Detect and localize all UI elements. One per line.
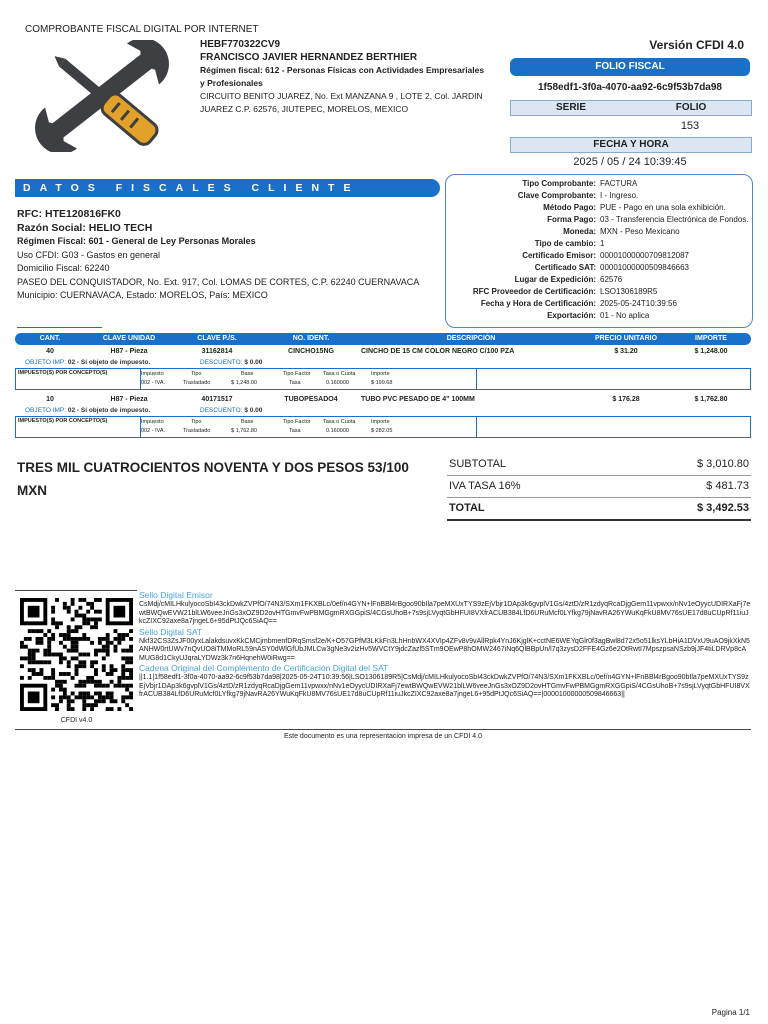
cliente-rfc: RFC: HTE120816FK0 xyxy=(17,208,121,220)
cliente-direccion: PASEO DEL CONQUISTADOR, No. Ext. 917, Col. LOMAS DE CORTES, C.P. 62240 CUERNAVACA xyxy=(17,276,420,287)
col-cant: CANT. xyxy=(39,335,61,342)
emisor-rfc: HEBF770322CV9 xyxy=(200,39,281,50)
sello-emisor: CsMdj/cMILHkulyocoSbI43ckDwkZVPfO/74N3/SXm1FKXBLc/0ef/n4GYN+lFnBBl4rBgoo90bIla7peMXUxTYS9zEjVbjr1DAp3k6gvplV1Gs/4ztD/zR1zdyqRcaDjgGem11vpwxx/nNv1eOyycUDIRXaFj7ewtBWQwEVW21blLW6veeJnGs3xOZ9D2ovHTGmvFwPBMGgmRXGGpiS/4CGsUhoB+7s9sjLVyqtGbHFUI8VXfrACUB384LfD6URuMcf0LYfkg79jNavRA26YWuKqFkU8MV76sUE17d8uCUpRf11iuJkcZIXC92axe8a7jngeL6+95dPtJQc6SiAQ== xyxy=(139,601,751,625)
divider xyxy=(15,729,751,730)
impuestos-box: IMPUESTO(S) POR CONCEPTO(S) Impuesto Tipo Base Tipo Factor Tasa o Cuota Importe 002 - IVA. Trasladado $ 1,762.80 Tasa 0.160000 $ 282.05 xyxy=(15,416,751,438)
sello-emisor-title: Sello Digital Emisor xyxy=(139,590,213,600)
cliente-domicilio: Domicilio Fiscal: 62240 xyxy=(17,263,110,273)
sellos-block xyxy=(139,590,751,700)
sello-sat-title: Sello Digital SAT xyxy=(139,626,203,637)
cadena-original: ||1.1|1f58edf1-3f0a-4070-aa92-6c9f53b7da98|2025-05-24T10:39:56|LSO1306189R5|CsMdj/cMILHkulyocoSbI43ckDwkZVPfO/74N3/SXm1FKXBLc/0ef/n4GYN+lFnBBl4rBgoo90bIla7peMXUxTYS9zEjVbjr1DAp3k6gvplV1Gs/4ztD/zR1zdyqRcaDjgGem11vpwxx/nNv1eOyycUDIRXaFj7ewtBWQwEVW21blLW6veeJnGs3xOZ9D2ovHTGmvFwPBMGgmRXGGpiS/4CGsUhoB+7s9sjLVyqtGbHFUI8VXfrACUB384LfD6URuMcf0LYfkg79jNavRA26YWuKqFkU8MV76sUE17d8uCUpRf11iuJkcZIXC92axe8a7jngeL6+95dPtJQc6SiAQ==|00001000000509846663|| xyxy=(139,674,750,698)
impuestos-box: IMPUESTO(S) POR CONCEPTO(S) Impuesto Tipo Base Tipo Factor Tasa o Cuota Importe 002 - IVA. Trasladado $ 1,248.00 Tasa 0.160000 $ 199.68 xyxy=(15,368,751,390)
cliente-regimen: Régimen Fiscal: 601 - General de Ley Personas Morales xyxy=(17,236,256,246)
conceptos-table-header xyxy=(15,333,751,345)
emisor-direccion-2: JUAREZ C.P. 62576, JIUTEPEC, MORELOS, MEXICO xyxy=(200,104,409,114)
folio-label: FOLIO xyxy=(675,102,707,113)
folio-value: 153 xyxy=(680,120,700,132)
emisor-nombre: FRANCISCO JAVIER HERNANDEZ BERTHIER xyxy=(200,52,418,63)
iva-row: IVA TASA 16% $ 481.73 xyxy=(447,476,751,498)
table-row: 40 H87 - Pieza 31162814 CINCHO15NG CINCHO DE 15 CM COLOR NEGRO C/100 PZA $ 31.20 $ 1,248.00 OBJETO IMP: 02 - Sí objeto de impuesto. DESCUENTO: $ 0.00 IMPUESTO(S) POR CONCEPTO(S) Impuesto Tipo Base Tipo Factor Tasa o Cuota Importe 002 - IVA. Trasladado $ 1,248.00 Tasa 0.160000 $ 199.68 xyxy=(15,346,751,390)
info-row: Tipo Comprobante: FACTURA xyxy=(522,179,638,188)
table-row: 10 H87 - Pieza 40171517 TUBOPESADO4 TUBO PVC PESADO DE 4" 100MM $ 176.28 $ 1,762.80 OBJETO IMP: 02 - Sí objeto de impuesto. DESCUENTO: $ 0.00 IMPUESTO(S) POR CONCEPTO(S) Impuesto Tipo Base Tipo Factor Tasa o Cuota Importe 002 - IVA. Trasladado $ 1,762.80 Tasa 0.160000 $ 282.05 xyxy=(15,394,751,438)
emisor-regimen-2: y Profesionales xyxy=(200,78,263,88)
fecha-hora-value: 2025 / 05 / 24 10:39:45 xyxy=(573,156,687,168)
divider xyxy=(15,590,137,591)
info-row: Fecha y Hora de Certificación: 2025-05-24T10:39:56 xyxy=(480,299,677,308)
datos-fiscales-banner: DATOS FISCALES CLIENTE xyxy=(15,179,440,197)
cliente-uso-cfdi: Uso CFDI: G03 - Gastos en general xyxy=(17,249,161,260)
emisor-block xyxy=(200,38,505,116)
document-title: COMPROBANTE FISCAL DIGITAL POR INTERNET xyxy=(25,24,259,35)
cliente-razon-social: Razón Social: HELIO TECH xyxy=(17,221,153,234)
col-importe: IMPORTE xyxy=(695,335,727,342)
col-descripcion: DESCRIPCIÓN xyxy=(446,335,496,342)
total-row: TOTAL $ 3,492.53 xyxy=(447,498,751,521)
col-precio: PRECIO UNITARIO xyxy=(594,335,658,342)
info-row: Clave Comprobante: I - Ingreso. xyxy=(517,191,639,200)
cliente-block xyxy=(17,208,447,303)
subtotal-row: SUBTOTAL $ 3,010.80 xyxy=(447,454,751,476)
wrench-screwdriver-logo xyxy=(20,40,184,152)
info-row: Lugar de Expedición: 62576 xyxy=(514,275,623,284)
cliente-municipio: Municipio: CUERNAVACA, Estado: MORELOS, País: MEXICO xyxy=(17,290,268,300)
info-row: Exportación: 01 - No aplica xyxy=(547,311,650,320)
info-row: Certificado SAT: 00001000000509846663 xyxy=(534,263,689,272)
divider xyxy=(17,327,102,328)
totales-box xyxy=(447,454,751,521)
info-row: Tipo de cambio: 1 xyxy=(534,239,605,248)
emisor-regimen: Régimen fiscal: 612 - Personas Físicas con Actividades Empresariales xyxy=(200,65,485,75)
col-clave-ps: CLAVE P./S. xyxy=(197,335,237,342)
qr-code xyxy=(20,598,133,711)
fecha-hora-label: FECHA Y HORA xyxy=(510,137,752,153)
info-row: RFC Proveedor de Certificación: LSO1306189R5 xyxy=(472,287,658,296)
folio-fiscal-label: FOLIO FISCAL xyxy=(510,58,750,76)
col-no-ident: NO. IDENT. xyxy=(292,335,330,342)
comprobante-info xyxy=(450,178,750,322)
sello-sat: Nkf32CS3ZsJF00yxLalakdsuvxKkCMCjmbmenfDRqSmsf2e/K+O57GPfM3LKkFn3LhHnbWX4XVIp4ZFv8v9vAllRpk4YnJ6KjglK+cctNE6WEYqGlr0f3agBwl8d72x5o51lksYLbHiA1DVxU9uAO9jkXkN5ANHW0rtUWv7nQvUO8iTMMoRL59nASY0dWlGfUbJMLCw3gNe3v2izHv5WVCtY9jdcZazl5STm9OEwP8hOMW2467iNq6QlBBpUn/l7q3zysD2FFE4Gz6e2OtRwtI7MpszpsaNSzb9jJF4tiLDRVp8cAMUG8d1CkyUJqraLYDWz3k7n6HqnehW0iRwg== xyxy=(139,637,750,662)
qr-caption: CFDI v4.0 xyxy=(60,717,93,724)
emisor-direccion: CIRCUITO BENITO JUAREZ, No. Ext MANZANA 9 , LOTE 2, Col. JARDIN xyxy=(200,91,483,101)
serie-folio-header xyxy=(510,100,752,116)
cadena-original-title: Cadena Original del Complemento de Certificación Digital del SAT xyxy=(139,663,389,673)
info-row: Certificado Emisor: 00001000000709812087 xyxy=(522,251,689,260)
col-clave-unidad: CLAVE UNIDAD xyxy=(102,335,156,342)
cfdi-version: Versión CFDI 4.0 xyxy=(649,38,744,52)
folio-fiscal-uuid: 1f58edf1-3f0a-4070-aa92-6c9f53b7da98 xyxy=(537,82,722,93)
footer-note: Este documento es una representacion impresa de un CFDI 4.0 xyxy=(283,733,483,740)
total-en-letra: TRES MIL CUATROCIENTOS NOVENTA Y DOS PESOS 53/100 MXN xyxy=(17,460,409,498)
page-number: Pagina 1/1 xyxy=(711,1008,750,1017)
serie-label: SERIE xyxy=(555,102,586,113)
info-row: Forma Pago: 03 - Transferencia Electrónica de Fondos. xyxy=(547,215,749,224)
info-row: Método Pago: PUE - Pago en una sola exhibición. xyxy=(543,203,726,212)
info-row: Moneda: MXN - Peso Mexicano xyxy=(563,227,680,236)
